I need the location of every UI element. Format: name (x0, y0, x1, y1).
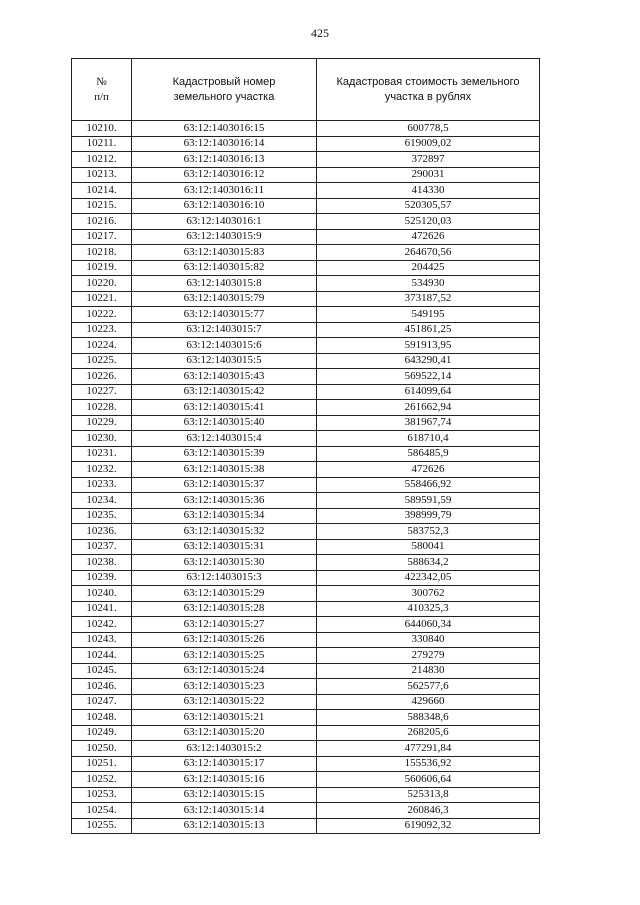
table-row (72, 121, 540, 137)
cadastral-cost: 260846,3 (317, 803, 540, 819)
cadastral-cost: 619009,02 (317, 136, 540, 152)
row-number: 10210. (72, 121, 132, 137)
cadastral-number: 63:12:1403015:23 (132, 679, 317, 695)
cadastral-cost: 155536,92 (317, 756, 540, 772)
cadastral-number: 63:12:1403016:15 (132, 121, 317, 137)
row-number: 10249. (72, 725, 132, 741)
cadastral-number: 63:12:1403015:77 (132, 307, 317, 323)
table-row (72, 152, 540, 168)
cadastral-cost: 264670,56 (317, 245, 540, 261)
table-row (72, 524, 540, 540)
cadastral-number: 63:12:1403015:29 (132, 586, 317, 602)
cadastral-cost: 290031 (317, 167, 540, 183)
table-row (72, 136, 540, 152)
table-row (72, 384, 540, 400)
cadastral-number: 63:12:1403015:36 (132, 493, 317, 509)
row-number: 10222. (72, 307, 132, 323)
table-row (72, 214, 540, 230)
row-number: 10214. (72, 183, 132, 199)
table-row (72, 555, 540, 571)
row-number: 10219. (72, 260, 132, 276)
table-row (72, 431, 540, 447)
table-row (72, 803, 540, 819)
table-row (72, 415, 540, 431)
row-number: 10252. (72, 772, 132, 788)
cadastral-number: 63:12:1403016:10 (132, 198, 317, 214)
cadastral-cost: 429660 (317, 694, 540, 710)
row-number: 10251. (72, 756, 132, 772)
table-row (72, 167, 540, 183)
row-number: 10238. (72, 555, 132, 571)
cadastral-cost: 586485,9 (317, 446, 540, 462)
row-number: 10221. (72, 291, 132, 307)
row-number: 10253. (72, 787, 132, 803)
cadastral-cost: 580041 (317, 539, 540, 555)
cadastral-cost: 300762 (317, 586, 540, 602)
row-number: 10234. (72, 493, 132, 509)
header-number-line-1: № (96, 75, 107, 88)
row-number: 10230. (72, 431, 132, 447)
cadastral-number: 63:12:1403015:27 (132, 617, 317, 633)
page-number: 425 (311, 26, 329, 40)
cadastral-number: 63:12:1403015:22 (132, 694, 317, 710)
cadastral-number: 63:12:1403015:39 (132, 446, 317, 462)
cadastral-cost: 583752,3 (317, 524, 540, 540)
table-row (72, 338, 540, 354)
table-row (72, 787, 540, 803)
row-number: 10235. (72, 508, 132, 524)
cadastral-number: 63:12:1403015:14 (132, 803, 317, 819)
row-number: 10215. (72, 198, 132, 214)
cadastral-cost: 619092,32 (317, 818, 540, 834)
table-row (72, 493, 540, 509)
table-row (72, 710, 540, 726)
table-row (72, 508, 540, 524)
cadastral-cost: 600778,5 (317, 121, 540, 137)
row-number: 10236. (72, 524, 132, 540)
cadastral-number: 63:12:1403015:17 (132, 756, 317, 772)
row-number: 10240. (72, 586, 132, 602)
row-number: 10213. (72, 167, 132, 183)
cadastral-cost: 472626 (317, 462, 540, 478)
cadastral-number: 63:12:1403015:30 (132, 555, 317, 571)
table-row (72, 198, 540, 214)
row-number: 10216. (72, 214, 132, 230)
table-row (72, 586, 540, 602)
cadastral-number: 63:12:1403015:8 (132, 276, 317, 292)
cadastral-number: 63:12:1403015:3 (132, 570, 317, 586)
cadastral-cost: 268205,6 (317, 725, 540, 741)
row-number: 10212. (72, 152, 132, 168)
cadastral-number: 63:12:1403015:28 (132, 601, 317, 617)
cadastral-number: 63:12:1403015:38 (132, 462, 317, 478)
table-row (72, 725, 540, 741)
table-row (72, 601, 540, 617)
row-number: 10220. (72, 276, 132, 292)
cadastral-cost: 373187,52 (317, 291, 540, 307)
table-body (72, 121, 540, 834)
cadastral-cost: 525120,03 (317, 214, 540, 230)
cadastral-number: 63:12:1403015:26 (132, 632, 317, 648)
row-number: 10250. (72, 741, 132, 757)
row-number: 10224. (72, 338, 132, 354)
cadastral-cost: 372897 (317, 152, 540, 168)
row-number: 10241. (72, 601, 132, 617)
cadastral-cost: 562577,6 (317, 679, 540, 695)
table-row (72, 183, 540, 199)
cadastral-number: 63:12:1403015:32 (132, 524, 317, 540)
table-row (72, 648, 540, 664)
row-number: 10217. (72, 229, 132, 245)
table-row (72, 741, 540, 757)
table-row (72, 446, 540, 462)
row-number: 10228. (72, 400, 132, 416)
cadastral-cost: 525313,8 (317, 787, 540, 803)
header-cost-line-1: Кадастровая стоимость земельного (336, 75, 520, 88)
cadastral-cost: 534930 (317, 276, 540, 292)
cadastral-cost: 644060,34 (317, 617, 540, 633)
row-number: 10232. (72, 462, 132, 478)
cadastral-cost: 279279 (317, 648, 540, 664)
cadastral-cost: 214830 (317, 663, 540, 679)
cadastral-cost: 451861,25 (317, 322, 540, 338)
cadastral-cost: 558466,92 (317, 477, 540, 493)
cadastral-number: 63:12:1403015:9 (132, 229, 317, 245)
cadastral-number: 63:12:1403015:79 (132, 291, 317, 307)
cadastral-number: 63:12:1403015:5 (132, 353, 317, 369)
row-number: 10237. (72, 539, 132, 555)
cadastral-cost: 261662,94 (317, 400, 540, 416)
cadastral-cost: 643290,41 (317, 353, 540, 369)
row-number: 10244. (72, 648, 132, 664)
cadastral-cost: 204425 (317, 260, 540, 276)
cadastral-number: 63:12:1403015:31 (132, 539, 317, 555)
header-number-line-2: п/п (94, 90, 109, 103)
cadastral-cost: 589591,59 (317, 493, 540, 509)
row-number: 10226. (72, 369, 132, 385)
cadastral-cost: 614099,64 (317, 384, 540, 400)
cadastral-cost: 560606,64 (317, 772, 540, 788)
row-number: 10211. (72, 136, 132, 152)
cadastral-cost: 549195 (317, 307, 540, 323)
row-number: 10227. (72, 384, 132, 400)
header-cadastral-line-1: Кадастровый номер (172, 75, 276, 88)
header-number (72, 59, 132, 121)
cadastral-number: 63:12:1403016:13 (132, 152, 317, 168)
cadastral-number: 63:12:1403016:11 (132, 183, 317, 199)
cadastral-cost: 410325,3 (317, 601, 540, 617)
row-number: 10239. (72, 570, 132, 586)
cadastral-cost: 569522,14 (317, 369, 540, 385)
header-cadastral-cost (317, 59, 540, 121)
cadastral-cost: 591913,95 (317, 338, 540, 354)
header-cadastral-line-2: земельного участка (173, 90, 275, 103)
cadastral-number: 63:12:1403015:40 (132, 415, 317, 431)
table-row (72, 307, 540, 323)
cadastral-number: 63:12:1403015:13 (132, 818, 317, 834)
row-number: 10255. (72, 818, 132, 834)
table-row (72, 291, 540, 307)
table-row (72, 570, 540, 586)
cadastral-number: 63:12:1403015:20 (132, 725, 317, 741)
table-row (72, 462, 540, 478)
cadastral-number: 63:12:1403015:43 (132, 369, 317, 385)
cadastral-cost: 414330 (317, 183, 540, 199)
cadastral-number: 63:12:1403015:34 (132, 508, 317, 524)
cadastral-cost: 588634,2 (317, 555, 540, 571)
table-row (72, 818, 540, 834)
table-row (72, 756, 540, 772)
table-row (72, 245, 540, 261)
table-row (72, 369, 540, 385)
row-number: 10248. (72, 710, 132, 726)
table-row (72, 679, 540, 695)
table-row (72, 477, 540, 493)
row-number: 10229. (72, 415, 132, 431)
table-row (72, 539, 540, 555)
cadastral-number: 63:12:1403016:12 (132, 167, 317, 183)
table-row (72, 617, 540, 633)
cadastral-number: 63:12:1403015:16 (132, 772, 317, 788)
cadastral-number: 63:12:1403015:7 (132, 322, 317, 338)
cadastral-number: 63:12:1403015:6 (132, 338, 317, 354)
table-row (72, 322, 540, 338)
cadastral-table (71, 58, 540, 834)
header-cost-line-2: участка в рублях (384, 90, 472, 103)
table-row (72, 353, 540, 369)
cadastral-number: 63:12:1403015:25 (132, 648, 317, 664)
table-row (72, 400, 540, 416)
cadastral-cost: 398999,79 (317, 508, 540, 524)
cadastral-cost: 618710,4 (317, 431, 540, 447)
cadastral-cost: 520305,57 (317, 198, 540, 214)
cadastral-number: 63:12:1403015:82 (132, 260, 317, 276)
cadastral-number: 63:12:1403015:37 (132, 477, 317, 493)
cadastral-number: 63:12:1403015:83 (132, 245, 317, 261)
table-row (72, 276, 540, 292)
row-number: 10254. (72, 803, 132, 819)
cadastral-cost: 588348,6 (317, 710, 540, 726)
cadastral-number: 63:12:1403015:2 (132, 741, 317, 757)
header-cadastral-number (132, 59, 317, 121)
row-number: 10245. (72, 663, 132, 679)
cadastral-number: 63:12:1403015:42 (132, 384, 317, 400)
table-row (72, 260, 540, 276)
cadastral-cost: 330840 (317, 632, 540, 648)
cadastral-cost: 381967,74 (317, 415, 540, 431)
row-number: 10242. (72, 617, 132, 633)
table-row (72, 229, 540, 245)
cadastral-cost: 472626 (317, 229, 540, 245)
row-number: 10218. (72, 245, 132, 261)
cadastral-cost: 477291,84 (317, 741, 540, 757)
cadastral-number: 63:12:1403015:4 (132, 431, 317, 447)
row-number: 10231. (72, 446, 132, 462)
cadastral-number: 63:12:1403015:15 (132, 787, 317, 803)
table-row (72, 694, 540, 710)
table-header-row (72, 59, 540, 121)
cadastral-cost: 422342,05 (317, 570, 540, 586)
row-number: 10243. (72, 632, 132, 648)
cadastral-number: 63:12:1403015:24 (132, 663, 317, 679)
row-number: 10246. (72, 679, 132, 695)
cadastral-number: 63:12:1403016:1 (132, 214, 317, 230)
cadastral-number: 63:12:1403016:14 (132, 136, 317, 152)
row-number: 10223. (72, 322, 132, 338)
row-number: 10233. (72, 477, 132, 493)
row-number: 10247. (72, 694, 132, 710)
table-row (72, 772, 540, 788)
cadastral-number: 63:12:1403015:21 (132, 710, 317, 726)
row-number: 10225. (72, 353, 132, 369)
cadastral-number: 63:12:1403015:41 (132, 400, 317, 416)
table-row (72, 663, 540, 679)
table-row (72, 632, 540, 648)
